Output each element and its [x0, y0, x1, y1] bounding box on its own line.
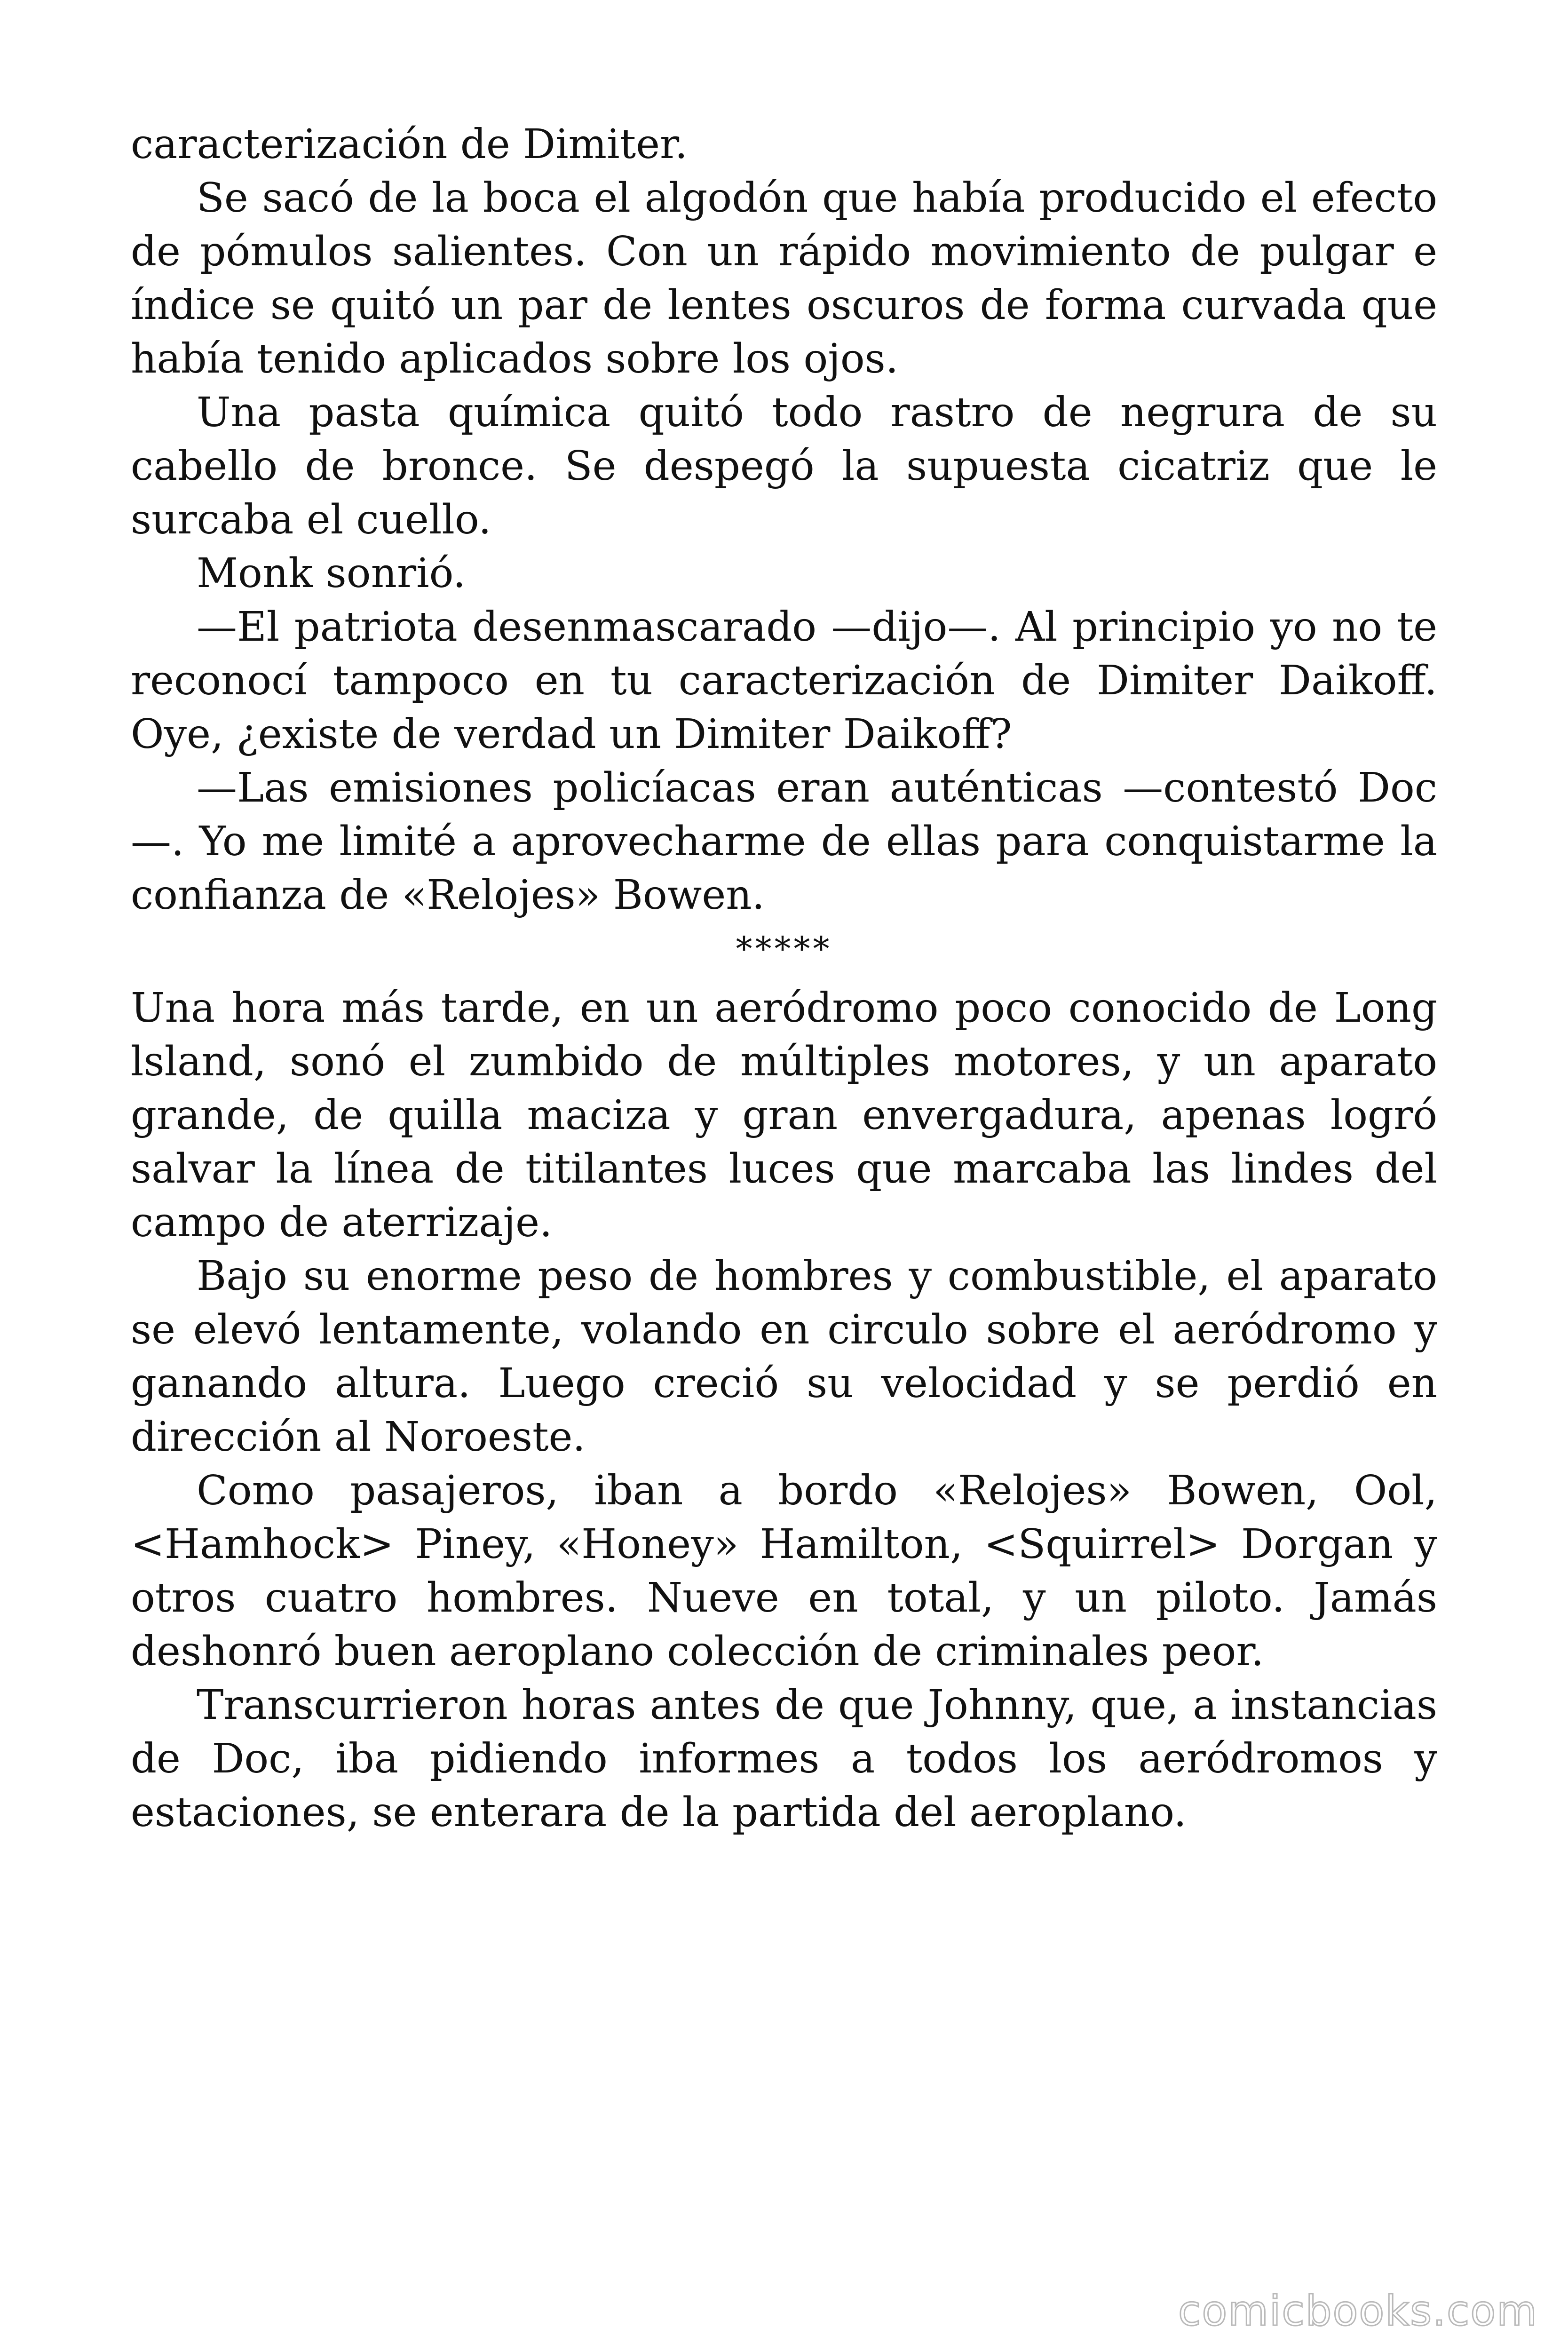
- paragraph: Bajo su enorme peso de hombres y combustible, el aparato se elevó lentamente, volando en circulo sobre el aeródromo y ganando altura. Luego creció su velocidad y se perdió en dirección al Noroeste.: [131, 1253, 1437, 1461]
- paragraph: Se sacó de la boca el algodón que había producido el efecto de pómulos salientes. Con un rápido movimiento de pulgar e índice se quitó un par de lentes oscuros de forma curvada que había tenido aplicados sobre los ojos.: [131, 175, 1437, 382]
- paragraph: Monk sonrió.: [197, 550, 466, 597]
- paragraph: caracterización de Dimiter.: [131, 121, 688, 168]
- watermark-logo: comicbooks.com: [1178, 2287, 1538, 2335]
- paragraph: Una pasta química quitó todo rastro de negrura de su cabello de bronce. Se despegó la supuesta cicatriz que le surcaba el cuello.: [131, 389, 1437, 543]
- paragraph: Una hora más tarde, en un aeródromo poco conocido de Long lsland, sonó el zumbido de múltiples motores, y un aparato grande, de quilla maciza y gran envergadura, apenas logró salvar la línea de titilantes luces que marcaba las lindes del campo de aterrizaje.: [131, 985, 1437, 1246]
- paragraph: Como pasajeros, iban a bordo «Relojes» Bowen, Ool, <Hamhock> Piney, «Honey» Hamilton, <Squirrel> Dorgan y otros cuatro hombres. Nueve en total, y un piloto. Jamás deshonró buen aeroplano colección de criminales peor.: [131, 1467, 1437, 1675]
- paragraph: Transcurrieron horas antes de que Johnny, que, a instancias de Doc, iba pidiendo informes a todos los aeródromos y estaciones, se enterara de la partida del aeroplano.: [131, 1682, 1437, 1836]
- section-separator: *****: [736, 930, 832, 968]
- dialogue-paragraph: —El patriota desenmascarado —dijo—. Al principio yo no te reconocí tampoco en tu caracterización de Dimiter Daikoff. Oye, ¿existe de verdad un Dimiter Daikoff?: [131, 604, 1437, 758]
- page-body: [131, 118, 1437, 1839]
- dialogue-paragraph: —Las emisiones policíacas eran auténticas —contestó Doc—. Yo me limité a aprovecharme de ellas para conquistarme la confianza de «Relojes» Bowen.: [131, 764, 1437, 919]
